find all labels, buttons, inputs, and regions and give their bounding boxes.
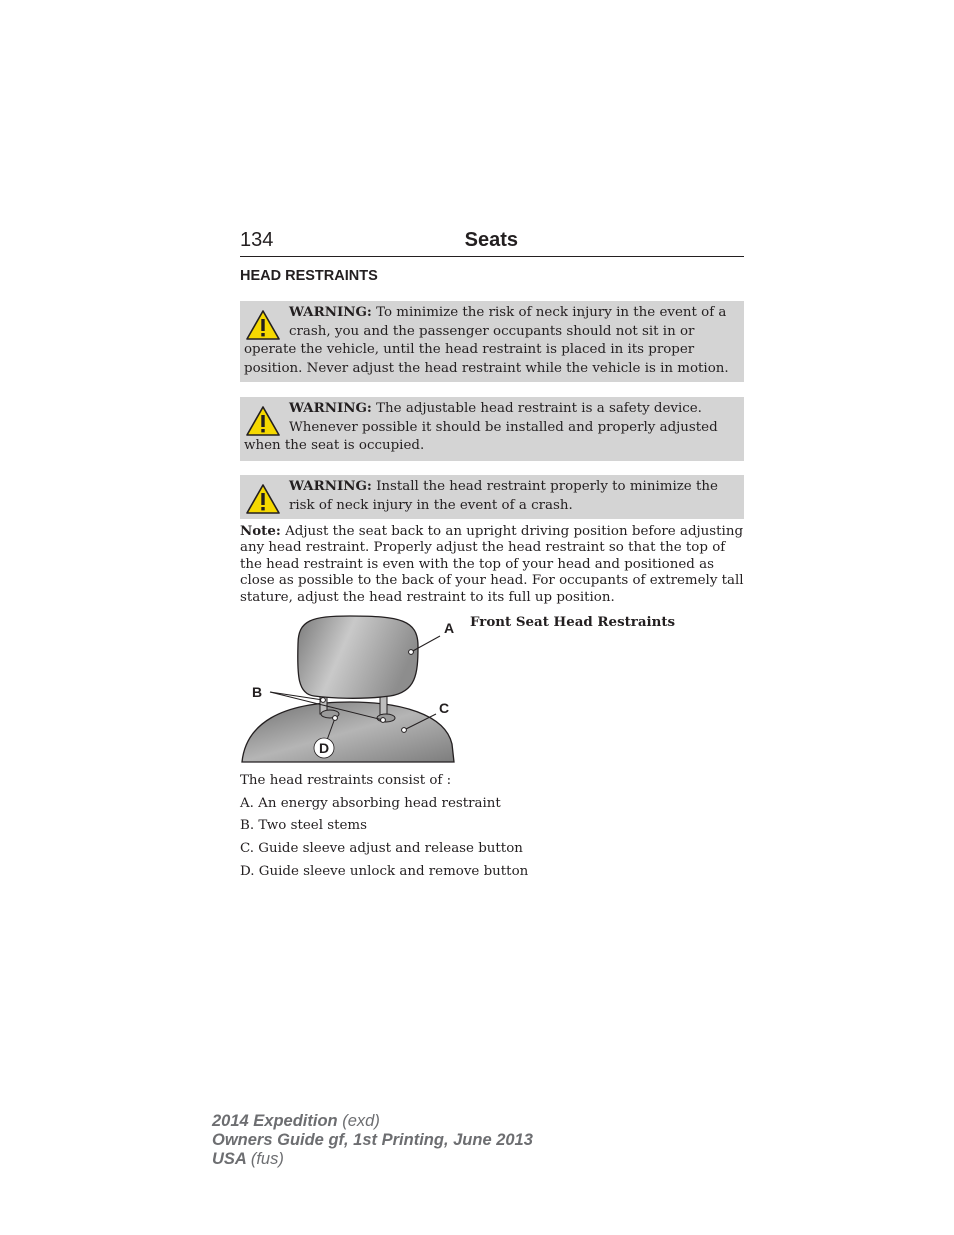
footer-region-code: (fus) [250,1150,284,1168]
warning-label: WARNING: [289,304,372,320]
manual-page [240,226,744,886]
warning-label: WARNING: [289,478,372,494]
footer-model-code: (exd) [342,1112,380,1130]
figure-row [240,614,744,764]
section-title: Seats [464,229,518,251]
warning-box [240,475,744,519]
components-list [240,773,744,886]
list-item: D. Guide sleeve unlock and remove button [240,863,529,879]
warning-triangle-icon [246,309,280,341]
footer-model-line [212,1112,533,1131]
note-paragraph [240,523,744,606]
head-restraint-illustration [240,614,456,764]
page-footer [212,1112,533,1169]
list-item: C. Guide sleeve adjust and release button [240,841,523,857]
warning-box [240,397,744,461]
warning-box [240,301,744,382]
warning-text: To minimize the risk of neck injury in the event of a crash, you and the passenger occupants should not sit in or operate the vehicle, until the head restraint is placed in its proper position. Never adjust the head restraint while the vehicle is in motion. [244,305,729,376]
warning-label: WARNING: [289,400,372,416]
callout-b: B [252,684,263,701]
warning-triangle-icon [246,483,280,515]
warning-triangle-icon [246,405,280,437]
page-header [240,226,744,257]
callout-a: A [444,620,455,637]
footer-region-line [212,1150,533,1169]
list-item: B. Two steel stems [240,818,367,834]
callout-d: D [319,740,330,757]
footer-region: USA [212,1150,247,1168]
warning-text: Install the head restraint properly to minimize the risk of neck injury in the event of a crash. [289,479,718,513]
footer-guide: Owners Guide gf, 1st Printing, June 2013 [212,1131,533,1149]
note-label: Note: [240,523,281,539]
section-heading: HEAD RESTRAINTS [240,268,378,284]
list-item: A. An energy absorbing head restraint [240,795,501,811]
footer-model: 2014 Expedition [212,1112,338,1130]
warning-text: The adjustable head restraint is a safety device. Whenever possible it should be installed and properly adjusted when the seat is occupied. [244,401,718,454]
note-text: Adjust the seat back to an upright driving position before adjusting any head restraint. Properly adjust the head restraint so that the top of the head restraint is even with the top of your head and positioned as close as possible to the back of your head. For occupants of extremely tall stature, adjust the head restraint to its full up position. [240,524,744,605]
page-number: 134 [240,229,274,251]
list-intro: The head restraints consist of : [240,773,452,789]
figure-caption: Front Seat Head Restraints [470,614,676,631]
callout-c: C [439,700,450,717]
